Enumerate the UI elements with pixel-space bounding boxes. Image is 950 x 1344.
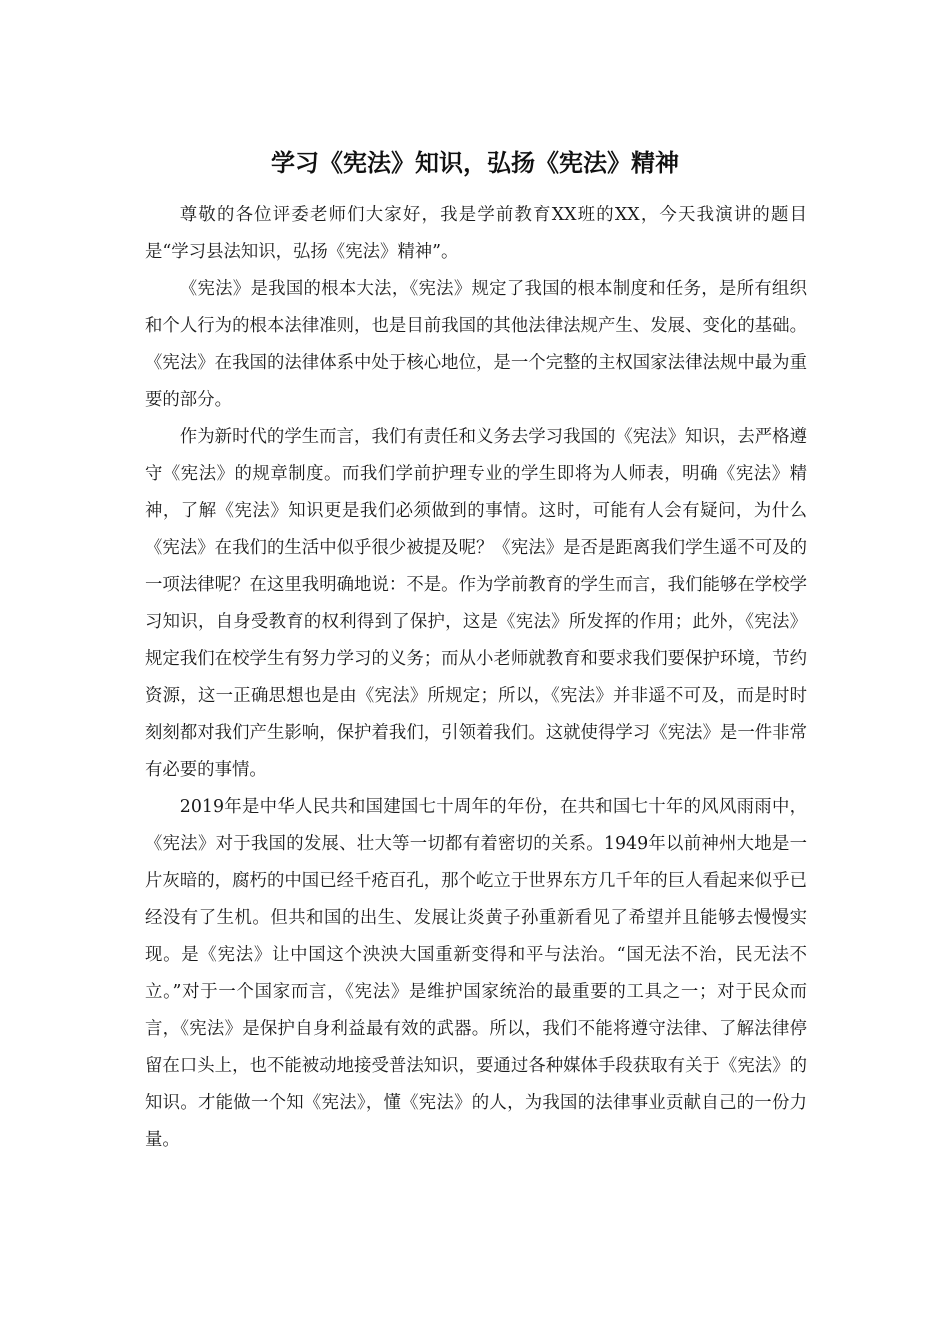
document-body <box>145 197 807 1159</box>
paragraph-seventieth-anniversary: 2019年是中华人民共和国建国七十周年的年份，在共和国七十年的风风雨雨中，《宪法》对于我国的发展、壮大等一切都有着密切的关系。1949年以前神州大地是一片灰暗的，腐朽的中国已经千疮百孔，那个屹立于世界东方几千年的巨人看起来似乎已经没有了生机。但共和国的出生、发展让炎黄子孙重新看见了希望并且能够去慢慢实现。是《宪法》让中国这个泱泱大国重新变得和平与法治。“国无法不治，民无法不立。”对于一个国家而言，《宪法》是维护国家统治的最重要的工具之一；对于民众而言，《宪法》是保护自身利益最有效的武器。所以，我们不能将遵守法律、了解法律停留在口头上，也不能被动地接受普法知识，要通过各种媒体手段获取有关于《宪法》的知识。才能做一个知《宪法》，懂《宪法》的人，为我国的法律事业贡献自己的一份力量。 <box>145 797 807 1150</box>
paragraph-student-responsibility: 作为新时代的学生而言，我们有责任和义务去学习我国的《宪法》知识，去严格遵守《宪法》的规章制度。而我们学前护理专业的学生即将为人师表，明确《宪法》精神，了解《宪法》知识更是我们必须做到的事情。这时，可能有人会有疑问，为什么《宪法》在我们的生活中似乎很少被提及呢？《宪法》是否是距离我们学生遥不可及的一项法律呢？在这里我明确地说：不是。作为学前教育的学生而言，我们能够在学校学习知识，自身受教育的权利得到了保护，这是《宪法》所发挥的作用；此外，《宪法》规定我们在校学生有努力学习的义务；而从小老师就教育和要求我们要保护环境，节约资源，这一正确思想也是由《宪法》所规定；所以，《宪法》并非遥不可及，而是时时刻刻都对我们产生影响，保护着我们，引领着我们。这就使得学习《宪法》是一件非常有必要的事情。 <box>145 427 807 780</box>
paragraph-intro: 尊敬的各位评委老师们大家好，我是学前教育XX班的XX，今天我演讲的题目是“学习县法知识，弘扬《宪法》精神”。 <box>145 205 807 262</box>
paragraph-constitution-definition: 《宪法》是我国的根本大法，《宪法》规定了我国的根本制度和任务，是所有组织和个人行为的根本法律准则，也是目前我国的其他法律法规产生、发展、变化的基础。《宪法》在我国的法律体系中处于核心地位，是一个完整的主权国家法律法规中最为重要的部分。 <box>145 279 807 410</box>
document-title: 学习《宪法》知识，弘扬《宪法》精神 <box>271 149 679 177</box>
